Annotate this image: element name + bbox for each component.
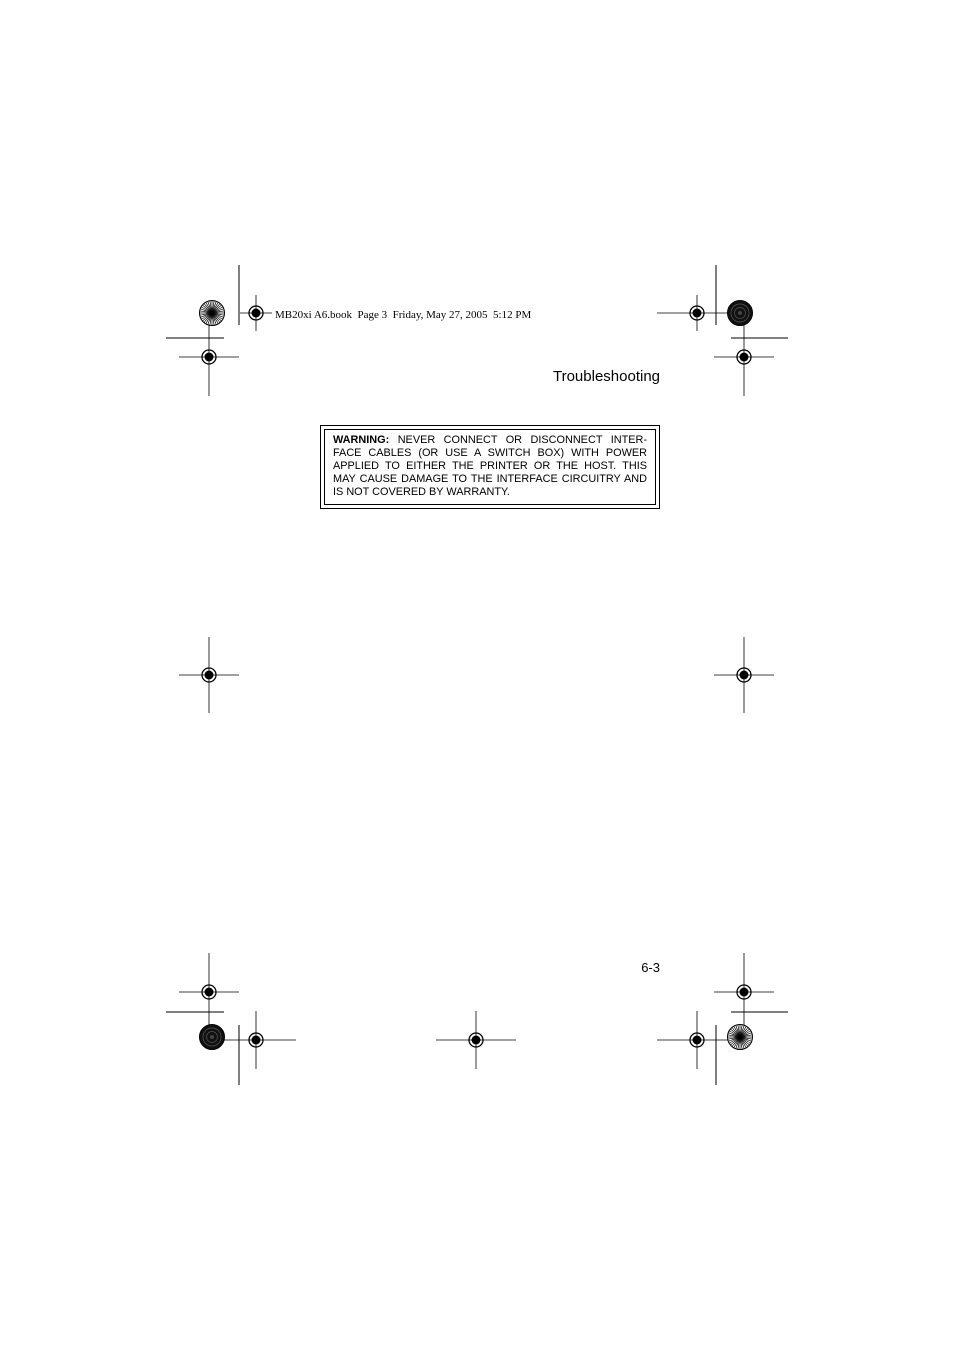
warning-box (320, 425, 660, 509)
crosshair-circle-icon (714, 953, 774, 1031)
crosshair-circle-icon (714, 637, 774, 713)
crosshair-circle-icon (657, 295, 737, 331)
warning-label: WARNING: (333, 434, 390, 446)
crosshair-circle-icon (179, 318, 239, 396)
crosshair-circle-icon (714, 318, 774, 396)
page-number: 6-3 (641, 960, 660, 975)
warning-body: NEVER CONNECT OR DISCONNECT INTER-FACE CABLES (OR USE A SWITCH BOX) WITH POWER APPLIED TO EITHER THE PRINTER OR THE HOST. THIS MAY CAUSE DAMAGE TO THE INTERFACE CIRCUITRY AND IS NOT COVERED BY WARRANTY. (333, 434, 647, 498)
crosshair-circle-icon (216, 1011, 296, 1069)
radial-star-target-icon (200, 301, 225, 326)
solid-target-icon (200, 1025, 225, 1050)
warning-box-inner (324, 429, 656, 505)
crosshair-circle-icon (240, 295, 272, 331)
radial-star-target-icon (728, 1025, 753, 1050)
crosshair-circle-icon (436, 1011, 516, 1069)
crosshair-circle-icon (179, 953, 239, 1031)
crosshair-circle-icon (179, 637, 239, 713)
print-slug-line: MB20xi A6.book Page 3 Friday, May 27, 2005 5:12 PM (275, 309, 532, 321)
crosshair-circle-icon (657, 1011, 737, 1069)
solid-target-icon (728, 301, 753, 326)
section-title: Troubleshooting (552, 368, 660, 385)
warning-paragraph (333, 434, 647, 499)
